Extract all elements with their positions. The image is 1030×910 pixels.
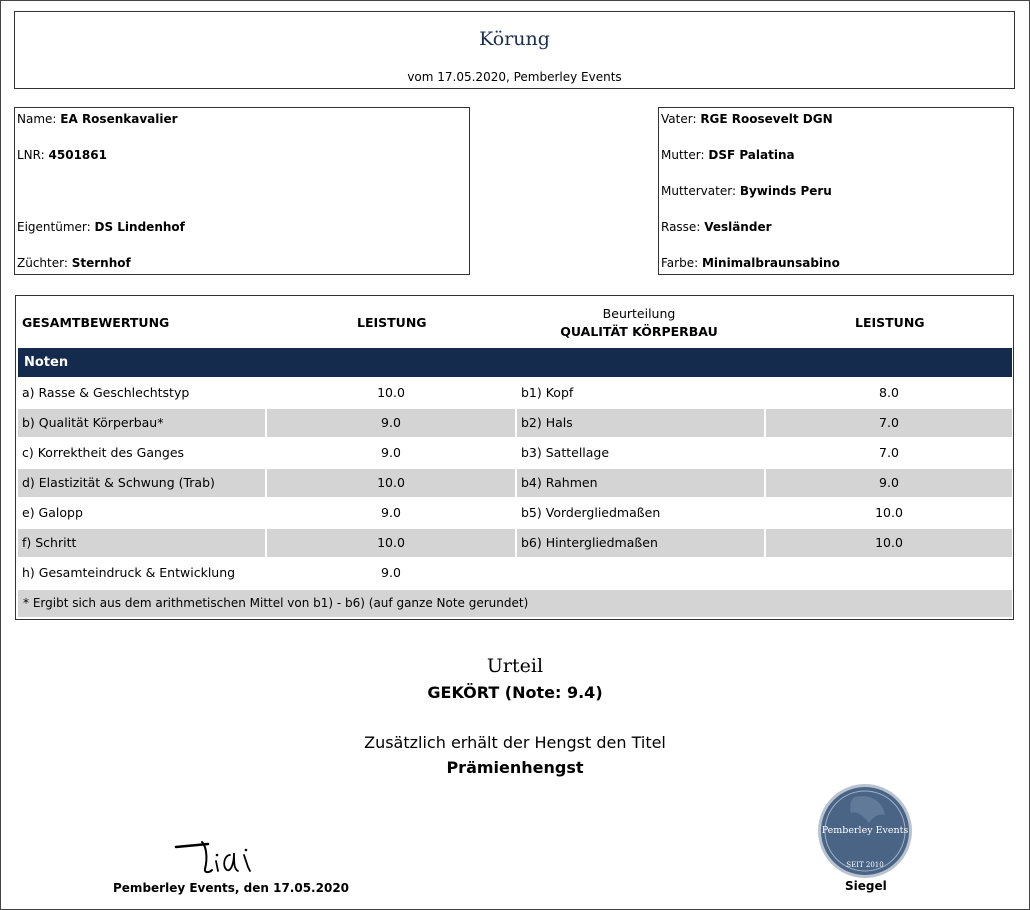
criterion-b: b6) Hintergliedmaßen — [517, 529, 764, 557]
horse-name-line — [17, 112, 178, 126]
page-subtitle: vom 17.05.2020, Pemberley Events — [407, 70, 622, 84]
col-header-overall: GESAMTBEWERTUNG — [22, 315, 170, 330]
color-label: Farbe: — [661, 256, 699, 270]
criterion-a: c) Korrektheit des Ganges — [22, 445, 185, 460]
sire-name: RGE Roosevelt DGN — [700, 112, 833, 126]
horse-owner-label: Eigentümer: — [17, 220, 91, 234]
criterion-b: b4) Rahmen — [517, 469, 764, 497]
criterion-b — [517, 559, 764, 587]
horse-breeder-line — [17, 256, 131, 270]
verdict-title: Urteil — [486, 655, 544, 677]
damsire-label: Muttervater: — [661, 184, 736, 198]
damsire-line — [661, 184, 832, 198]
score-a: 9.0 — [381, 565, 401, 580]
signature-caption: Pemberley Events, den 17.05.2020 — [113, 881, 350, 895]
score-b: 7.0 — [766, 409, 1012, 437]
horse-info-box — [14, 107, 470, 275]
horse-owner: DS Lindenhof — [94, 220, 185, 234]
criterion-b: b1) Kopf — [521, 385, 574, 400]
scores-table — [15, 295, 1014, 620]
horse-breeder: Sternhof — [71, 256, 131, 270]
criterion-a: d) Elastizität & Schwung (Trab) — [18, 469, 265, 497]
score-a: 9.0 — [381, 445, 401, 460]
handwritten-signature — [172, 833, 262, 877]
pedigree-box — [658, 107, 1014, 275]
dam-name: DSF Palatina — [708, 148, 795, 162]
dam-line — [661, 148, 795, 162]
seal-text-bottom: SEIT 2010 — [846, 861, 884, 869]
col-header-conformation-line2: QUALITÄT KÖRPERBAU — [560, 324, 718, 339]
table-row — [18, 469, 1012, 497]
score-a: 10.0 — [267, 529, 515, 557]
score-b: 10.0 — [875, 505, 903, 520]
score-b: 9.0 — [766, 469, 1012, 497]
extra-title: Prämienhengst — [446, 758, 584, 777]
header-box — [14, 11, 1015, 89]
sire-label: Vater: — [661, 112, 697, 126]
score-b: 10.0 — [766, 529, 1012, 557]
criterion-a: f) Schritt — [18, 529, 265, 557]
col-header-score-2: LEISTUNG — [855, 315, 925, 330]
page-title: Körung — [479, 28, 550, 50]
score-a: 9.0 — [381, 505, 401, 520]
criterion-b: b2) Hals — [517, 409, 764, 437]
horse-name-label: Name: — [17, 112, 57, 126]
score-a: 10.0 — [267, 469, 515, 497]
verdict-result: GEKÖRT (Note: 9.4) — [427, 683, 603, 702]
dam-label: Mutter: — [661, 148, 705, 162]
seal-text-top: Pemberley Events — [821, 825, 909, 836]
criterion-a: h) Gesamteindruck & Entwicklung — [22, 565, 236, 580]
horse-breeder-label: Züchter: — [17, 256, 68, 270]
table-row — [18, 499, 1012, 527]
horse-name: EA Rosenkavalier — [60, 112, 178, 126]
seal-emblem — [817, 783, 913, 879]
criterion-a: e) Galopp — [22, 505, 83, 520]
section-header-noten: Noten — [18, 348, 1012, 377]
color-value: Minimalbraunsabino — [701, 256, 840, 270]
color-line — [661, 256, 840, 270]
score-b: 7.0 — [879, 445, 899, 460]
score-b — [766, 559, 1012, 587]
breed-label: Rasse: — [661, 220, 701, 234]
col-header-conformation-line1: Beurteilung — [602, 306, 676, 321]
criterion-b: b5) Vordergliedmaßen — [521, 505, 661, 520]
criterion-a: a) Rasse & Geschlechtstyp — [22, 385, 190, 400]
criterion-b: b3) Sattellage — [521, 445, 610, 460]
table-footnote: * Ergibt sich aus dem arithmetischen Mittel von b1) - b6) (auf ganze Note gerundet) — [18, 590, 1012, 617]
table-row — [18, 379, 1012, 407]
table-row — [18, 529, 1012, 557]
horse-lnr-line — [17, 148, 107, 162]
damsire-name: Bywinds Peru — [739, 184, 832, 198]
sire-line — [661, 112, 833, 126]
table-row — [18, 439, 1012, 467]
score-a: 9.0 — [267, 409, 515, 437]
score-b: 8.0 — [879, 385, 899, 400]
breed-line — [661, 220, 772, 234]
seal-caption: Siegel — [845, 879, 887, 893]
score-a: 10.0 — [377, 385, 405, 400]
table-row — [18, 559, 1012, 587]
horse-lnr: 4501861 — [48, 148, 107, 162]
horse-lnr-label: LNR: — [17, 148, 45, 162]
extra-title-intro: Zusätzlich erhält der Hengst den Titel — [364, 733, 666, 752]
horse-owner-line — [17, 220, 185, 234]
criterion-a: b) Qualität Körperbau* — [18, 409, 265, 437]
breed-value: Vesländer — [704, 220, 772, 234]
col-header-score-1: LEISTUNG — [357, 315, 427, 330]
table-row — [18, 409, 1012, 437]
